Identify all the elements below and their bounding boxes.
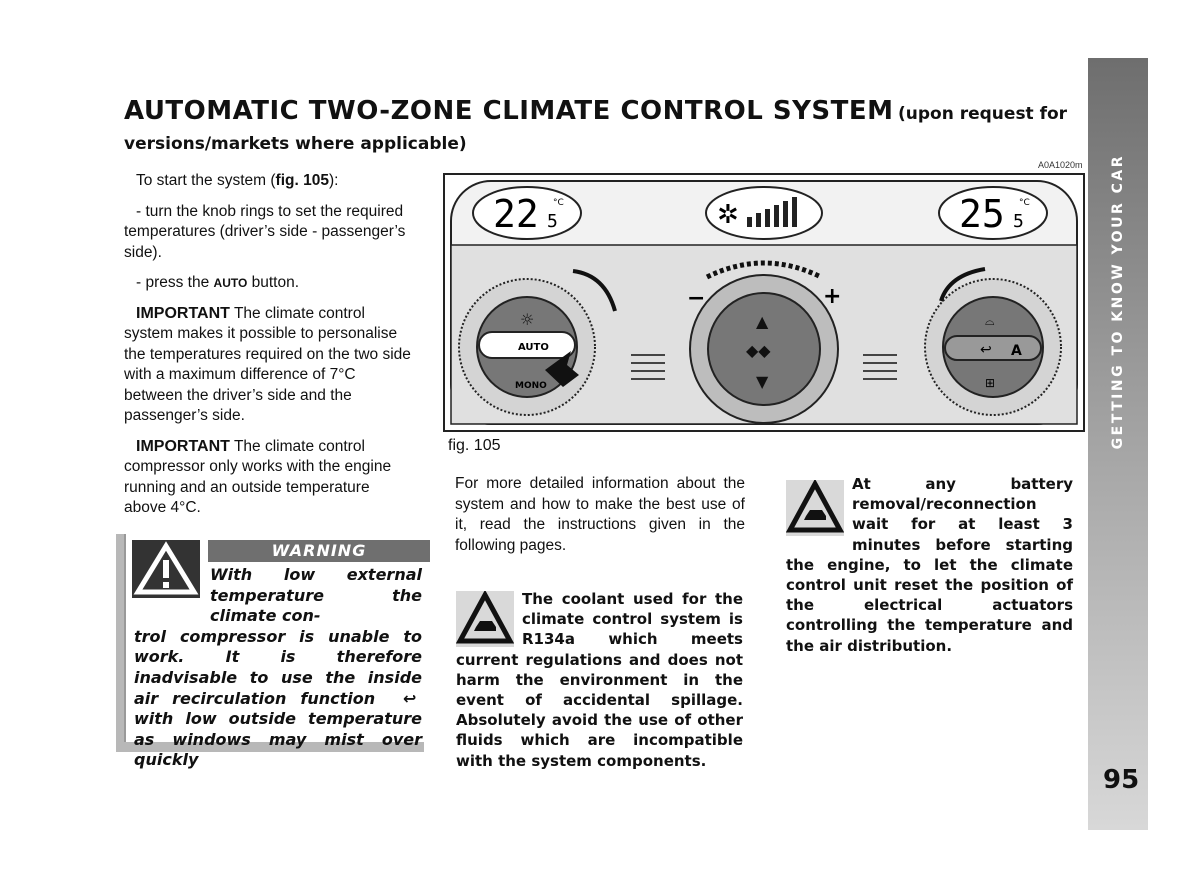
recirculation-icon: ↩	[980, 342, 992, 358]
paragraph-knob-rings: - turn the knob rings to set the required temperatures (driver’s side - passenger’s side).	[124, 202, 406, 261]
fan-icon: ✲	[717, 200, 739, 230]
left-temp-value: 22	[493, 192, 539, 236]
climate-panel-illustration	[445, 175, 1083, 430]
warning-text-first: With low external temperature the climate con-	[210, 565, 422, 626]
minus-sign: −	[687, 286, 706, 311]
environment-caution-icon	[456, 591, 514, 647]
paragraph-important-1: IMPORTANT The climate control system makes it possible to personalise the temperatures required on the two side with a maximum difference of 7°C between the driver’s side and the passenger’s side.	[124, 304, 411, 424]
auto-button-label: AUTO	[518, 342, 549, 353]
warning-header: WARNING	[208, 540, 430, 562]
column-middle-paragraph	[455, 474, 745, 566]
arrow-left-right-icon: ◆◆	[746, 341, 771, 360]
warning-text	[134, 565, 422, 771]
warning-text-body-b: with low outside temperature as windows may mist over quickly	[134, 709, 422, 770]
battery-caution-icon	[786, 480, 844, 536]
figure-caption: fig. 105	[448, 437, 501, 454]
left-temperature-knob	[459, 279, 595, 415]
arrow-up-icon: ▲	[756, 312, 769, 331]
right-temp-decimal: 5	[1013, 211, 1024, 232]
recirculation-icon: ↩	[389, 688, 423, 708]
environment-note	[456, 589, 743, 771]
title-main: AUTOMATIC TWO-ZONE CLIMATE CONTROL SYSTEM	[124, 96, 894, 126]
section-side-tab	[1088, 58, 1148, 830]
title-subtitle-part2: versions/markets where applicable)	[124, 134, 467, 154]
rear-window-defrost-icon: ⊞	[985, 376, 996, 390]
warning-box	[116, 534, 424, 770]
paragraph-press-auto: - press the AUTO button.	[136, 274, 300, 291]
section-side-tab-label: GETTING TO KNOW YOUR CAR	[1110, 154, 1126, 450]
right-temperature-knob	[925, 279, 1061, 415]
environment-note-text: The coolant used for the climate control system is R134a which meets current regulations and does not harm the environment in the event of accidental spillage. Absolutely avoid the use of other fluids which are incompatible with the system components.	[456, 590, 743, 770]
paragraph-start: To start the system (fig. 105):	[136, 172, 339, 189]
page-number: 95	[1103, 765, 1140, 795]
left-temp-unit: °C	[553, 198, 564, 208]
page-title	[124, 96, 1067, 126]
paragraph-important-2: IMPORTANT The climate control compressor only works with the engine running and an outside temperature above 4°C.	[124, 437, 392, 516]
title-subtitle-part1: (upon request for	[897, 104, 1068, 124]
plus-sign: +	[823, 284, 842, 309]
climate-control-panel-figure	[443, 173, 1085, 432]
battery-note-text: At any battery removal/reconnection wait for at least 3 minutes before starting the engine, to let the climate control unit reset the position of the electrical actuators controlling the temperature and the air distribution.	[786, 475, 1073, 655]
column-left	[124, 171, 412, 529]
recirculation-button	[945, 336, 1041, 360]
right-temp-unit: °C	[1019, 198, 1030, 208]
right-temp-value: 25	[959, 192, 1005, 236]
recirculation-auto-label: A	[1011, 343, 1022, 359]
arrow-down-icon: ▼	[756, 372, 769, 391]
warning-text-body-a: trol compressor is unable to work. It is therefore inadvisable to use the inside air recirculation function	[134, 626, 422, 708]
left-temp-decimal: 5	[547, 211, 558, 232]
auto-button-ref: AUTO	[213, 276, 248, 290]
figure-code: A0A1020m	[1038, 160, 1083, 170]
battery-note	[786, 474, 1073, 656]
fan-speed-knob	[690, 275, 838, 423]
figure-reference: fig. 105	[275, 172, 329, 189]
windscreen-defrost-icon: ⌓	[985, 314, 995, 328]
sun-icon: ☼	[520, 310, 535, 329]
paragraph-more-info: For more detailed information about the system and how to make the best use of it, read the instructions given in the following pages.	[455, 475, 745, 554]
mono-button-label: MONO	[515, 381, 547, 391]
